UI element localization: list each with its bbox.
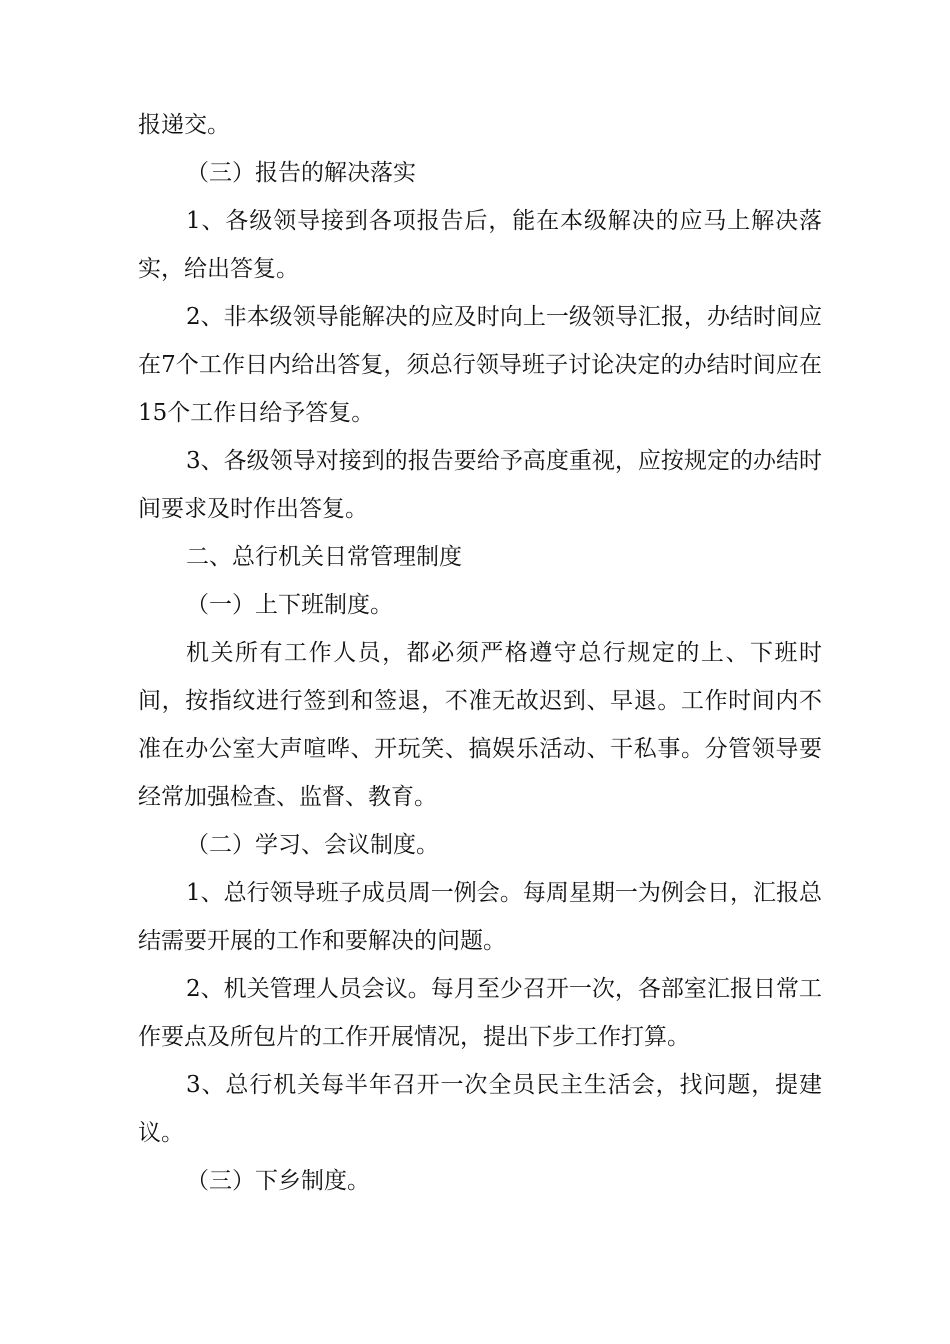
paragraph-continuation: 报递交。	[138, 112, 230, 138]
section-heading-report-resolution: （三）报告的解决落实	[186, 160, 416, 186]
paragraph-meeting-2: 2、机关管理人员会议。每月至少召开一次，各部室汇报日常工作要点及所包片的工作开展情况，提出下步工作打算。	[138, 976, 822, 1050]
paragraph-meeting-3: 3、总行机关每半年召开一次全员民主生活会，找问题，提建议。	[138, 1072, 822, 1146]
paragraph-work-hours: 机关所有工作人员，都必须严格遵守总行规定的上、下班时间，按指纹进行签到和签退，不准无故迟到、早退。工作时间内不准在办公室大声喧哗、开玩笑、搞娱乐活动、干私事。分管领导要经常加强检查、监督、教育。	[138, 640, 822, 810]
paragraph-meeting-1: 1、总行领导班子成员周一例会。每周星期一为例会日，汇报总结需要开展的工作和要解决的问题。	[138, 880, 822, 954]
section-heading-daily-management: 二、总行机关日常管理制度	[186, 544, 462, 570]
section-heading-work-hours: （一）上下班制度。	[186, 592, 393, 618]
section-heading-countryside: （三）下乡制度。	[186, 1168, 370, 1194]
section-heading-study-meeting: （二）学习、会议制度。	[186, 832, 439, 858]
paragraph-item-1: 1、各级领导接到各项报告后，能在本级解决的应马上解决落实，给出答复。	[138, 208, 822, 282]
paragraph-item-2: 2、非本级领导能解决的应及时向上一级领导汇报，办结时间应在7个工作日内给出答复，须总行领导班子讨论决定的办结时间应在15个工作日给予答复。	[138, 304, 822, 426]
paragraph-item-3: 3、各级领导对接到的报告要给予高度重视，应按规定的办结时间要求及时作出答复。	[138, 448, 822, 522]
document-body	[138, 101, 822, 1205]
